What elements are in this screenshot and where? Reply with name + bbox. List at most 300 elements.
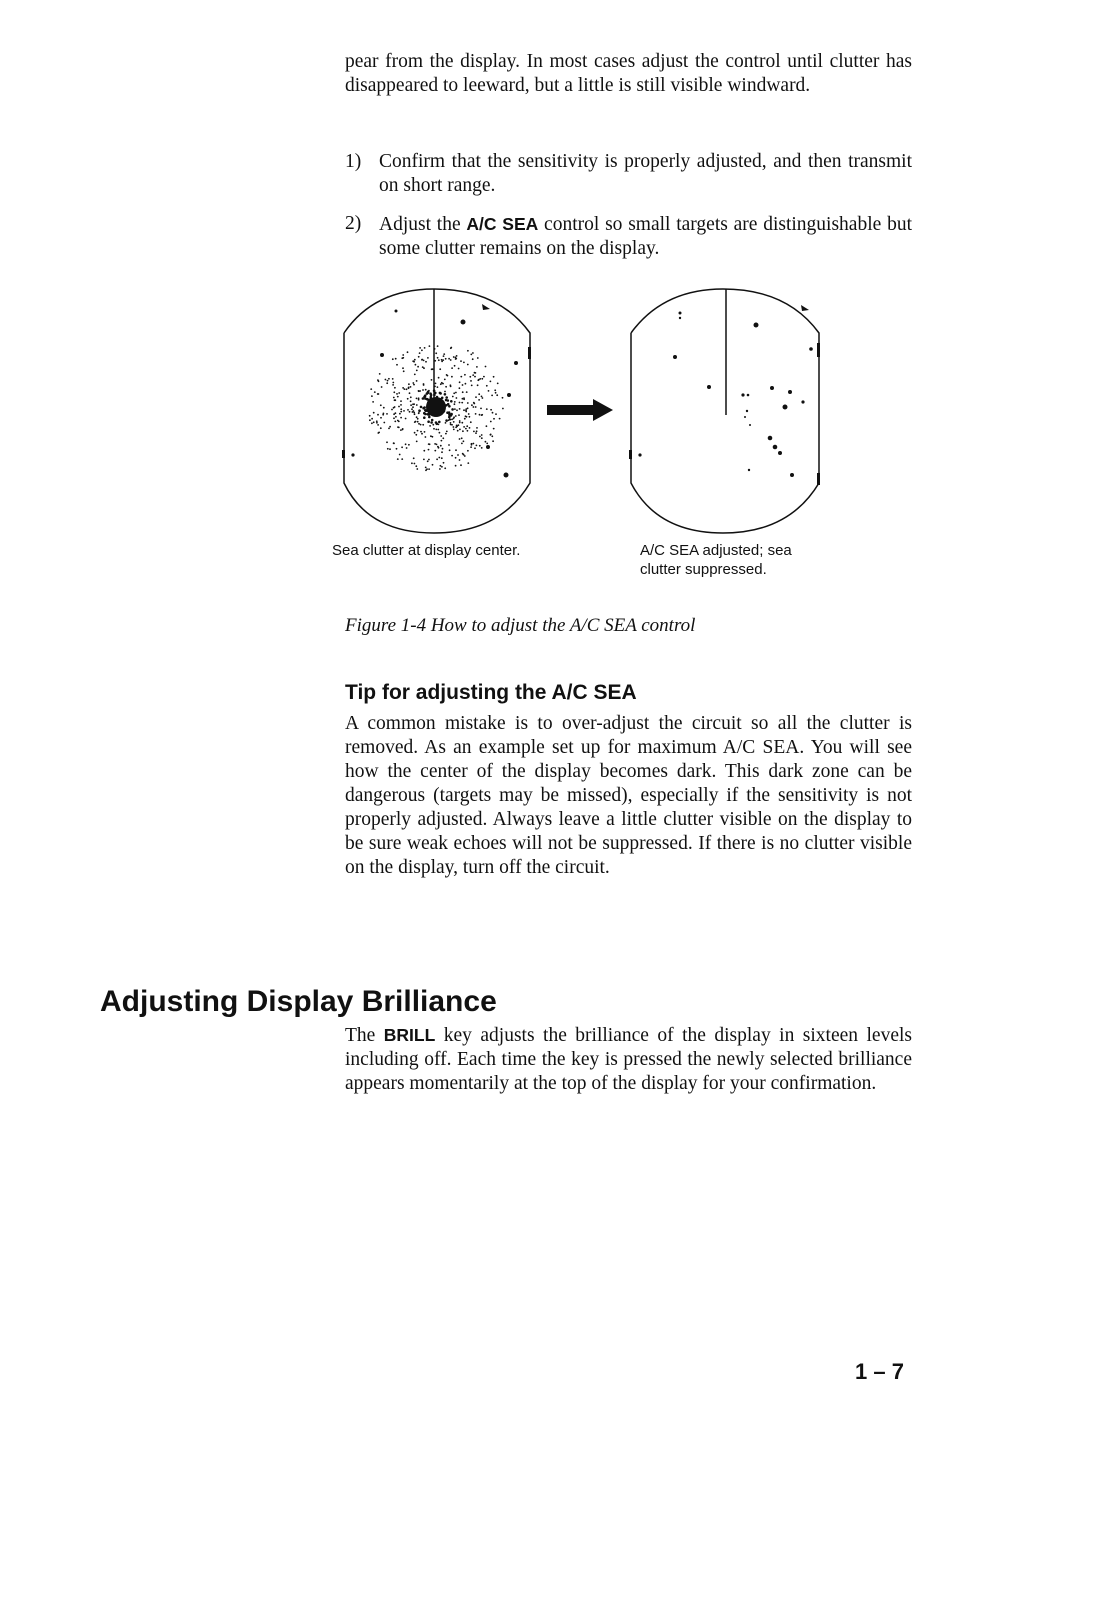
clutter-dot <box>490 421 492 423</box>
clutter-dot <box>416 468 418 470</box>
clutter-dot <box>465 383 467 385</box>
clutter-dot <box>401 357 403 359</box>
clutter-dot <box>418 397 420 399</box>
clutter-dot <box>443 462 445 464</box>
clutter-dot <box>387 448 389 450</box>
clutter-dot <box>441 457 443 459</box>
clutter-dot <box>472 374 474 376</box>
clutter-dot <box>440 445 442 447</box>
clutter-dot <box>476 430 478 432</box>
clutter-dot <box>380 417 382 419</box>
clutter-dot <box>428 390 430 392</box>
clutter-dot <box>383 422 385 424</box>
clutter-dot <box>475 406 477 408</box>
clutter-dot <box>439 432 441 434</box>
clutter-dot <box>441 359 443 361</box>
clutter-dot <box>469 416 471 418</box>
clutter-dot <box>480 408 482 410</box>
clutter-dot <box>442 359 444 361</box>
clutter-dot <box>455 415 457 417</box>
clutter-dot <box>410 404 412 406</box>
clutter-dot <box>485 441 487 443</box>
clutter-dot <box>470 354 472 356</box>
clutter-dot <box>420 431 422 433</box>
clutter-dot <box>450 419 452 421</box>
clutter-dot <box>453 356 455 358</box>
clutter-dot <box>399 454 401 456</box>
step-1-number: 1) <box>345 151 362 172</box>
clutter-dot <box>422 407 425 410</box>
clutter-dot <box>455 357 457 359</box>
clutter-dot <box>474 376 476 378</box>
clutter-dot <box>416 370 418 372</box>
clutter-dot <box>434 386 436 388</box>
clutter-dot <box>455 465 457 467</box>
clutter-dot <box>418 412 420 414</box>
clutter-dot <box>448 416 451 419</box>
clutter-dot <box>454 401 456 403</box>
clutter-dot <box>437 357 439 359</box>
clutter-dot <box>502 397 504 399</box>
clutter-dot <box>447 403 450 406</box>
clutter-dot <box>435 383 437 385</box>
clutter-dot <box>493 428 495 430</box>
clutter-dot <box>396 448 398 450</box>
step-2 <box>345 212 912 261</box>
clutter-dot <box>490 409 492 411</box>
clutter-dot <box>473 403 475 405</box>
clutter-dot <box>429 425 431 427</box>
clutter-dot <box>371 395 373 397</box>
clutter-dot <box>467 462 469 464</box>
clutter-dot <box>410 396 412 398</box>
clutter-dot <box>445 396 448 399</box>
clutter-dot <box>403 370 405 372</box>
clutter-dot <box>416 404 418 406</box>
clutter-dot <box>469 376 471 378</box>
clutter-dot <box>373 412 375 414</box>
clutter-dot <box>414 432 416 434</box>
intro-paragraph: pear from the display. In most cases adjust the control until clutter has disappeared to leeward, but a little is still visible windward. <box>345 51 912 96</box>
clutter-dot <box>458 424 460 426</box>
clutter-dot <box>486 443 488 445</box>
radar-sea-clutter <box>338 285 538 535</box>
step-1 <box>345 150 912 198</box>
clutter-dot <box>473 431 475 433</box>
clutter-dot <box>445 358 447 360</box>
clutter-dot <box>391 409 393 411</box>
clutter-dot <box>458 414 460 416</box>
step-2-text <box>379 212 912 261</box>
clutter-dot <box>385 379 387 381</box>
clutter-dot <box>466 425 468 427</box>
clutter-dot <box>451 408 454 411</box>
clutter-dot <box>369 419 371 421</box>
clutter-dot <box>440 465 442 467</box>
clutter-dot <box>416 398 418 400</box>
clutter-dot <box>414 463 416 465</box>
clutter-dot <box>493 418 495 420</box>
clutter-dot <box>437 386 439 388</box>
clutter-dot <box>444 379 446 381</box>
clutter-dot <box>416 441 418 443</box>
clutter-dot <box>442 448 444 450</box>
clutter-dot <box>481 447 483 449</box>
clutter-dot <box>401 446 403 448</box>
clutter-dot <box>450 413 453 416</box>
clutter-dot <box>431 419 434 422</box>
clutter-dot <box>394 399 396 401</box>
clutter-dot <box>407 409 409 411</box>
clutter-dot <box>417 430 419 432</box>
clutter-dot <box>492 412 494 414</box>
clutter-dot <box>438 447 440 449</box>
clutter-dot <box>472 358 474 360</box>
clutter-dot <box>369 415 371 417</box>
tip-heading: Tip for adjusting the A/C SEA <box>345 681 637 704</box>
clutter-dot <box>399 413 401 415</box>
clutter-dot <box>422 366 424 368</box>
clutter-dot <box>406 388 408 390</box>
clutter-dot <box>463 440 465 442</box>
clutter-dot <box>499 418 501 420</box>
clutter-dot <box>433 394 436 397</box>
clutter-dot <box>393 391 395 393</box>
clutter-dot <box>394 421 396 423</box>
clutter-dot <box>395 412 397 414</box>
clutter-dot <box>412 382 414 384</box>
clutter-dot <box>395 358 397 360</box>
target-echoes-right <box>629 305 820 485</box>
clutter-dot <box>468 413 470 415</box>
clutter-dot <box>377 414 379 416</box>
clutter-dot <box>398 427 400 429</box>
clutter-dot <box>428 459 430 461</box>
clutter-dot <box>495 392 497 394</box>
clutter-dot <box>438 359 440 361</box>
clutter-dot <box>437 345 439 347</box>
clutter-dot <box>427 420 430 423</box>
clutter-dot <box>451 376 453 378</box>
clutter-dot <box>422 389 424 391</box>
clutter-dot <box>427 460 429 462</box>
section-heading: Adjusting Display Brilliance <box>100 985 497 1018</box>
clutter-dot <box>473 443 475 445</box>
clutter-dot <box>451 367 453 369</box>
clutter-dot <box>434 450 436 452</box>
clutter-dot <box>495 413 497 415</box>
clutter-dot <box>424 347 426 349</box>
clutter-dot <box>478 393 480 395</box>
clutter-dot <box>453 392 455 394</box>
clutter-dot <box>438 421 441 424</box>
clutter-dot <box>392 378 394 380</box>
brilliance-text-before: The <box>345 1025 384 1046</box>
clutter-dot <box>446 374 448 376</box>
clutter-dot <box>456 409 458 411</box>
clutter-dot <box>482 397 484 399</box>
clutter-dot <box>415 364 417 366</box>
step-2-text-before: Adjust the <box>379 214 467 235</box>
clutter-dot <box>457 430 459 432</box>
clutter-dot <box>483 376 485 378</box>
clutter-dot <box>394 387 396 389</box>
clutter-dot <box>445 422 447 424</box>
clutter-dot <box>436 444 438 446</box>
clutter-dot <box>383 407 385 409</box>
clutter-dot <box>425 469 427 471</box>
clutter-dot <box>486 425 488 427</box>
clutter-dot <box>407 351 409 353</box>
clutter-dot <box>451 455 453 457</box>
clutter-dot <box>462 384 464 386</box>
clutter-dot <box>467 364 469 366</box>
clutter-dot <box>459 459 461 461</box>
clutter-dot <box>408 444 410 446</box>
clutter-dot <box>464 418 466 420</box>
clutter-dot <box>411 462 413 464</box>
clutter-dot <box>462 398 464 400</box>
clutter-dot <box>446 411 449 414</box>
clutter-dot <box>461 422 463 424</box>
clutter-dot <box>396 364 398 366</box>
clutter-dot <box>461 437 463 439</box>
clutter-dot <box>497 383 499 385</box>
clutter-dot <box>456 355 458 357</box>
clutter-dot <box>462 391 464 393</box>
clutter-dot <box>393 397 395 399</box>
clutter-dot <box>438 457 440 459</box>
clutter-dot <box>380 427 382 429</box>
clutter-dot <box>445 433 447 435</box>
clutter-dot <box>476 427 478 429</box>
clutter-dot <box>470 421 472 423</box>
clutter-dot <box>460 464 462 466</box>
clutter-dot <box>443 353 445 355</box>
clutter-dot <box>459 402 461 404</box>
clutter-dot <box>405 443 407 445</box>
clutter-dot <box>414 359 416 361</box>
clutter-dot <box>473 406 475 408</box>
clutter-dot <box>496 394 498 396</box>
clutter-dot <box>419 390 421 392</box>
clutter-dot <box>474 447 476 449</box>
clutter-dot <box>400 404 402 406</box>
clutter-dot <box>400 408 402 410</box>
clutter-dot <box>441 451 443 453</box>
clutter-dot <box>429 345 431 347</box>
clutter-dot <box>481 378 483 380</box>
clutter-dot <box>410 400 412 402</box>
clutter-dot <box>398 392 400 394</box>
clutter-dot <box>414 374 416 376</box>
clutter-dot <box>374 391 376 393</box>
right-figure-caption: A/C SEA adjusted; sea clutter suppressed. <box>640 542 792 578</box>
clutter-dot <box>430 435 432 437</box>
clutter-dot <box>444 391 446 393</box>
clutter-dot <box>459 429 461 431</box>
clutter-dot <box>427 357 429 359</box>
clutter-dot <box>448 444 450 446</box>
clutter-dot <box>383 413 385 415</box>
clutter-dot <box>425 389 427 391</box>
clutter-dot <box>377 424 379 426</box>
clutter-dot <box>428 449 430 451</box>
clutter-dot <box>442 437 444 439</box>
scope-outline-right <box>631 289 819 533</box>
clutter-dot <box>477 384 479 386</box>
clutter-dot <box>418 423 420 425</box>
clutter-dot <box>403 410 405 412</box>
clutter-dot <box>423 412 426 415</box>
clutter-dot <box>377 379 379 381</box>
clutter-dot <box>413 384 415 386</box>
clutter-dot <box>469 427 471 429</box>
clutter-dot <box>486 408 488 410</box>
clutter-dot <box>475 413 477 415</box>
brill-keyword: BRILL <box>383 1025 436 1045</box>
clutter-dot <box>465 410 467 412</box>
clutter-dot <box>438 377 440 379</box>
clutter-dot <box>463 362 465 364</box>
clutter-dot <box>434 360 436 362</box>
clutter-dot <box>476 366 478 368</box>
clutter-dot <box>449 449 451 451</box>
step-2-keyword: A/C SEA <box>466 214 539 234</box>
clutter-dot <box>421 433 423 435</box>
clutter-dot <box>434 348 436 350</box>
clutter-dot <box>490 381 492 383</box>
clutter-dot <box>432 368 434 370</box>
figure-caption: Figure 1-4 How to adjust the A/C SEA control <box>345 615 696 636</box>
clutter-dot <box>463 409 465 411</box>
clutter-dot <box>444 393 447 396</box>
clutter-dot <box>395 416 397 418</box>
tip-paragraph: A common mistake is to over-adjust the circuit so all the clutter is removed. As an example set up for maximum A/C SEA. You will see how the center of the display becomes dark. This dark zone can be dangerous (targets may be missed), especially if the sensitivity is not properly adjusted. Always leave a little clutter visible on the display to be sure weak echoes will not be suppressed. If there is no clutter visible on the display, turn off the circuit. <box>345 713 912 878</box>
clutter-dot <box>439 468 441 470</box>
clutter-dot <box>481 437 483 439</box>
clutter-dot <box>419 347 421 349</box>
clutter-dot <box>459 422 461 424</box>
clutter-dot <box>447 399 450 402</box>
clutter-dot <box>471 404 473 406</box>
step-2-text-after: control so small targets are distinguishable but some clutter remains on the display. <box>379 214 912 259</box>
clutter-dot <box>453 429 455 431</box>
clutter-dot <box>454 408 456 410</box>
clutter-dot <box>435 352 437 354</box>
clutter-dot <box>420 406 423 409</box>
clutter-dot <box>373 421 375 423</box>
clutter-dot <box>456 397 458 399</box>
clutter-dot <box>392 382 394 384</box>
clutter-dot <box>429 443 431 445</box>
clutter-dot <box>400 417 402 419</box>
clutter-dot <box>398 406 400 408</box>
clutter-dot <box>423 383 425 385</box>
clutter-dot <box>421 359 423 361</box>
clutter-dot <box>418 390 420 392</box>
clutter-dot <box>402 387 404 389</box>
clutter-dot <box>377 393 379 395</box>
clutter-dot <box>479 414 481 416</box>
clutter-dot <box>401 458 403 460</box>
clutter-dot <box>432 464 434 466</box>
clutter-dot <box>492 440 494 442</box>
clutter-dot <box>454 365 456 367</box>
clutter-dot <box>470 380 472 382</box>
right-arrow-icon <box>545 398 615 422</box>
target-echoes-left <box>342 304 531 478</box>
clutter-dot <box>425 361 427 363</box>
clutter-dot <box>446 431 448 433</box>
clutter-dot <box>478 399 480 401</box>
clutter-dot <box>466 391 468 393</box>
clutter-dot <box>412 360 414 362</box>
clutter-dot <box>415 421 417 423</box>
clutter-dot <box>414 413 416 415</box>
clutter-dot <box>402 428 404 430</box>
clutter-dot <box>393 443 395 445</box>
clutter-dot <box>448 419 450 421</box>
clutter-dot <box>400 400 402 402</box>
brilliance-paragraph <box>345 1023 912 1096</box>
clutter-dot <box>376 420 378 422</box>
clutter-dot <box>464 374 466 376</box>
clutter-dot <box>461 402 463 404</box>
clutter-dot <box>450 347 452 349</box>
step-1-text: Confirm that the sensitivity is properly adjusted, and then transmit on short range. <box>379 151 912 196</box>
clutter-dot <box>398 421 400 423</box>
clutter-dot <box>412 406 414 408</box>
clutter-dot <box>472 352 474 354</box>
clutter-dot <box>459 408 461 410</box>
clutter-dot <box>488 390 490 392</box>
clutter-dot <box>455 358 457 360</box>
clutter-dot <box>437 429 439 431</box>
clutter-dot <box>491 395 493 397</box>
clutter-dot <box>379 373 381 375</box>
clutter-dot <box>441 466 443 468</box>
clutter-dot <box>428 416 431 419</box>
radar-clutter-suppressed <box>625 285 830 535</box>
clutter-dot <box>467 402 469 404</box>
left-figure-caption: Sea clutter at display center. <box>332 542 521 559</box>
clutter-dot <box>409 392 411 394</box>
clutter-dot <box>463 426 465 428</box>
clutter-dot <box>386 413 388 415</box>
clutter-dot <box>425 467 427 469</box>
clutter-dot <box>370 388 372 390</box>
clutter-dot <box>445 386 447 388</box>
clutter-dot <box>393 417 395 419</box>
clutter-dot <box>433 428 435 430</box>
clutter-dot <box>477 357 479 359</box>
clutter-dot <box>462 430 464 432</box>
clutter-dot <box>490 434 492 436</box>
clutter-dot <box>442 383 444 385</box>
page-number: 1 – 7 <box>855 1359 904 1384</box>
clutter-dot <box>436 458 438 460</box>
clutter-dot <box>381 386 383 388</box>
clutter-dot <box>475 396 477 398</box>
clutter-dot <box>402 354 404 356</box>
clutter-dot <box>423 450 425 452</box>
clutter-dot <box>464 455 466 457</box>
clutter-dot <box>455 457 457 459</box>
clutter-dot <box>411 408 413 410</box>
clutter-dot <box>406 447 408 449</box>
clutter-dot <box>419 352 421 354</box>
